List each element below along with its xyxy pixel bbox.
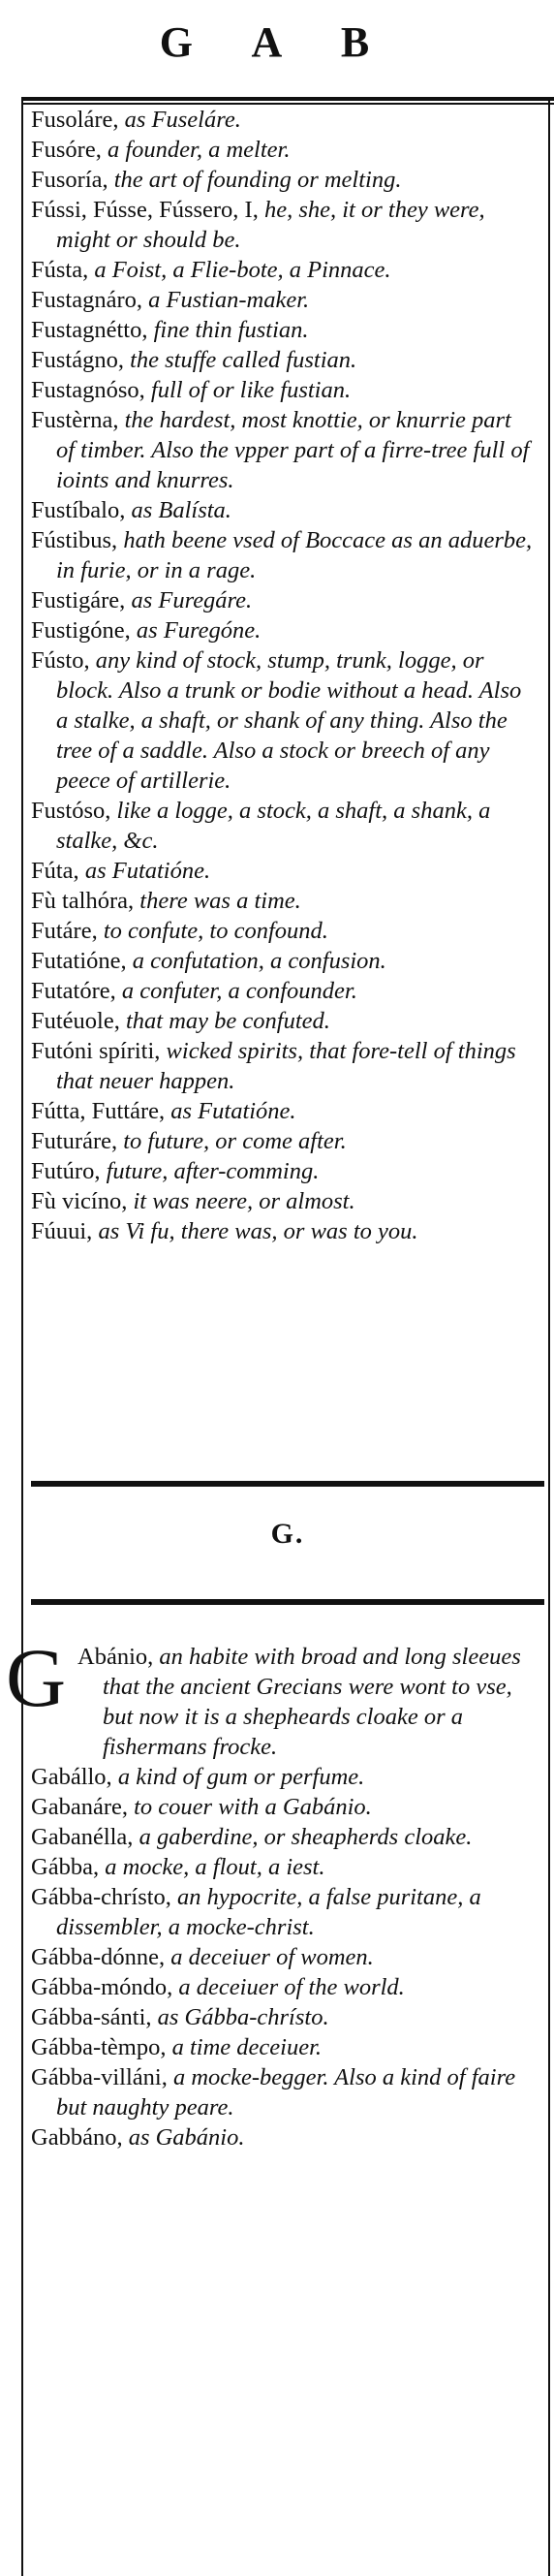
dictionary-entry [31,345,535,375]
definition: the art of founding or melting. [108,167,402,193]
dictionary-entry [31,1942,535,1972]
headword: Fúuui, [31,1218,93,1244]
definition: a mocke-begger. Also a kind of faire but naughty peare. [56,2064,516,2120]
dictionary-entry [31,1822,535,1852]
dictionary-entry [31,2122,535,2152]
headword: Fústo, [31,647,90,674]
headword: Futúro, [31,1158,101,1184]
first-entry [6,1631,535,1762]
definition: as Futatióne. [78,858,211,884]
definition: full of or like fustian. [144,377,352,403]
definition: like a logge, a stock, a shaft, a shank, a stalke, &c. [56,798,491,854]
definition: there was a time. [134,888,301,914]
dictionary-entry [31,2032,535,2062]
dictionary-entry [31,2062,535,2122]
definition: it was neere, or almost. [127,1188,355,1214]
headword: Gábba-móndo, [31,1974,173,2000]
dictionary-entry [31,976,535,1006]
definition: to future, or come after. [117,1128,347,1154]
headword: Fúta, [31,858,79,884]
definition: as Fuseláre. [118,107,241,133]
definition: a deceiuer of the world. [172,1974,405,2000]
headword: Fusoláre, [31,107,119,133]
dictionary-entry [31,1186,535,1216]
dictionary-entry [31,1036,535,1096]
definition: a founder, a melter. [101,137,291,163]
headword: Fù talhóra, [31,888,135,914]
headword: Fustigáre, [31,587,126,613]
definition: wicked spirits, that fore-tell of things that neuer happen. [56,1038,516,1094]
headword: Gabbáno, [31,2124,123,2151]
headword: Futatóre, [31,978,116,1004]
definition: as Balísta. [125,497,231,523]
section-rule-bottom [31,1599,544,1605]
header-rule [21,97,554,105]
dictionary-entry [31,1216,535,1246]
dictionary-entry [31,1156,535,1186]
dictionary-entry [31,946,535,976]
dictionary-entry [31,645,535,796]
definition: a gaberdine, or sheapherds cloake. [133,1824,473,1850]
headword: Gábba-chrísto, [31,1884,171,1910]
definition: a confutation, a confusion. [126,948,386,974]
definition: that may be confuted. [119,1008,330,1034]
headword: Fustíbalo, [31,497,126,523]
dictionary-entry [31,195,535,255]
definition: to confute, to confound. [97,918,328,944]
headword: Abánio, [77,1644,154,1670]
dictionary-entry [31,916,535,946]
dictionary-entry [31,285,535,315]
page-header-letters: G A B [159,17,395,66]
headword: Fússi, Fússe, Fússero, I, [31,197,259,223]
headword: Gábba-dónne, [31,1944,166,1970]
dictionary-entry [31,405,535,495]
dictionary-entry [31,1006,535,1036]
section-title: G. [270,1518,305,1550]
headword: Gabállo, [31,1764,112,1790]
definition: an habite with broad and long sleeues that the ancient Grecians were wont to vse, but now it is a shepheards cloake or a fishermans frocke. [103,1644,521,1760]
definition: as Gábba-chrísto. [151,2004,329,2030]
dictionary-entry [31,105,535,135]
headword: Fù vicíno, [31,1188,128,1214]
headword: Fustigóne, [31,617,131,644]
dictionary-entry [31,1852,535,1882]
headword: Fustágno, [31,347,124,373]
dictionary-entry [31,796,535,856]
headword: Fústa, [31,257,89,283]
dictionary-entry [31,1126,535,1156]
headword: Fústibus, [31,527,118,553]
dictionary-entry [31,495,535,525]
definition: fine thin fustian. [147,317,309,343]
headword: Futuráre, [31,1128,118,1154]
dictionary-entry [31,1882,535,1942]
drop-cap-initial: G [6,1631,67,1724]
section-rule-top [31,1481,544,1487]
headword: Futatióne, [31,948,127,974]
entry-list-f [31,105,535,1246]
headword: Gabanélla, [31,1824,134,1850]
dictionary-entry [31,525,535,585]
entry-list-g [6,1631,535,2152]
definition: the hardest, most knottie, or knurrie part of timber. Also the vpper part of a firre-tree full of ioints and knurres. [56,407,530,493]
definition: to couer with a Gabánio. [127,1794,372,1820]
headword: Fútta, Futtáre, [31,1098,166,1124]
headword: Fustèrna, [31,407,119,433]
definition: any kind of stock, stump, trunk, logge, or block. Also a trunk or bodie without a head. Also a stalke, a shaft, or shank of any thing. Also the tree of a saddle. Also a stock or breech of any peece of artillerie. [56,647,522,794]
headword: Gábba-villáni, [31,2064,168,2090]
left-column-rule [21,101,23,2576]
definition: as Gabánio. [122,2124,245,2151]
definition: hath beene vsed of Boccace as an aduerbe, in furie, or in a rage. [56,527,533,583]
headword: Fusóre, [31,137,102,163]
headword: Fustagnóso, [31,377,145,403]
definition: a Foist, a Flie-bote, a Pinnace. [88,257,391,283]
dictionary-entry [31,886,535,916]
dictionary-entry [31,2002,535,2032]
right-column-rule [548,101,550,2576]
definition: a deceiuer of women. [165,1944,374,1970]
headword: Fustagnétto, [31,317,148,343]
headword: Gábba-tèmpo, [31,2034,167,2060]
dictionary-entry [31,615,535,645]
dictionary-entry [31,255,535,285]
definition: future, after-comming. [100,1158,320,1184]
definition: as Furegáre. [125,587,253,613]
definition: a time deceiuer. [166,2034,323,2060]
dictionary-entry [31,315,535,345]
headword: Futéuole, [31,1008,120,1034]
headword: Gabanáre, [31,1794,128,1820]
definition: the stuffe called fustian. [123,347,357,373]
definition: a kind of gum or perfume. [111,1764,365,1790]
definition: an hypocrite, a false puritane, a dissembler, a mocke-christ. [56,1884,481,1940]
definition: a Fustian-maker. [142,287,310,313]
headword: Gábba, [31,1854,100,1880]
headword: Fustagnáro, [31,287,142,313]
dictionary-entry [31,1096,535,1126]
definition: as Furegóne. [130,617,262,644]
headword: Futáre, [31,918,98,944]
dictionary-entry [31,1792,535,1822]
headword: Futóni spíriti, [31,1038,161,1064]
dictionary-entry [31,1972,535,2002]
definition: a mocke, a flout, a iest. [99,1854,325,1880]
dictionary-entry [31,375,535,405]
dictionary-entry [31,165,535,195]
headword: Fustóso, [31,798,111,824]
definition: as Futatióne. [165,1098,296,1124]
dictionary-entry [31,1762,535,1792]
dictionary-entry [31,135,535,165]
definition: a confuter, a confounder. [115,978,357,1004]
definition: he, she, it or they were, might or should be. [56,197,485,253]
dictionary-entry [31,856,535,886]
dictionary-entry [31,585,535,615]
headword: Gábba-sánti, [31,2004,152,2030]
headword: Fusoría, [31,167,108,193]
definition: as Vi fu, there was, or was to you. [92,1218,418,1244]
